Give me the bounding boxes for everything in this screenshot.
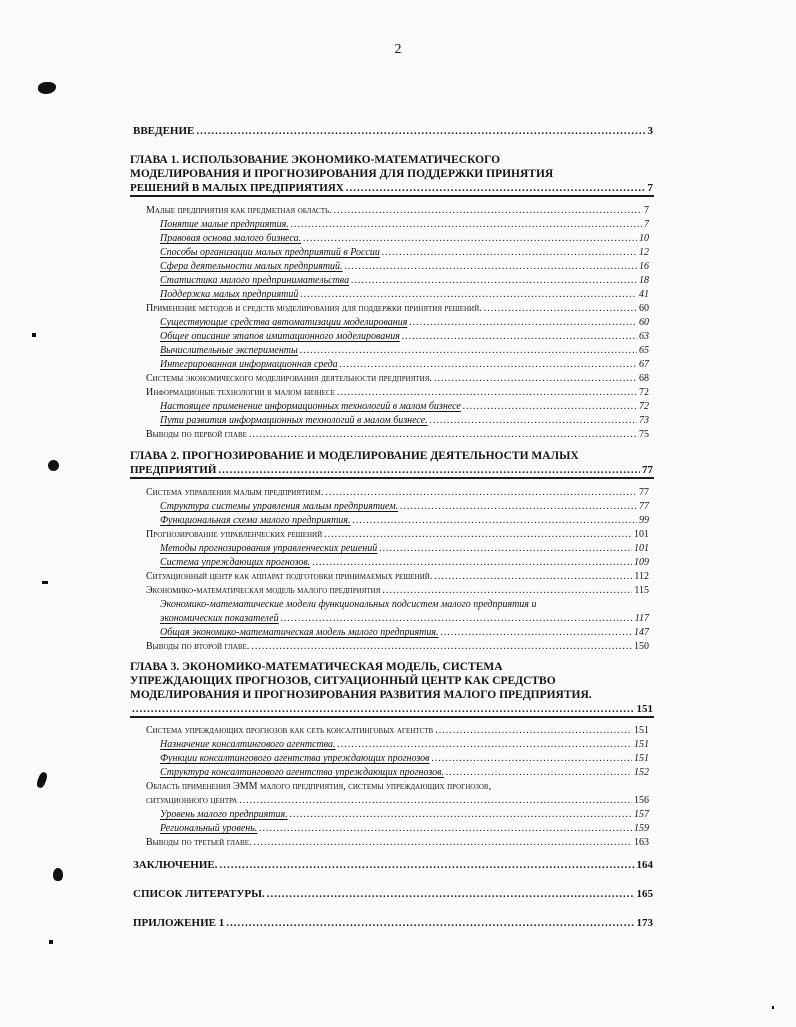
toc-entry[interactable] — [160, 358, 649, 372]
toc-page: 68 — [639, 373, 649, 384]
dot-leader — [338, 738, 632, 752]
toc-entry[interactable] — [160, 246, 649, 260]
chapter-2-heading[interactable] — [130, 449, 579, 463]
toc-page: 173 — [636, 917, 653, 929]
toc-page: 60 — [639, 303, 649, 314]
toc-title: Ситуационный центр как аппарат подготовки принимаемых решений. — [146, 571, 433, 582]
toc-page: 10 — [639, 233, 649, 244]
toc-entry[interactable] — [160, 400, 649, 414]
toc-title: Правовая основа малого бизнеса. — [160, 233, 302, 244]
toc-entry[interactable] — [160, 542, 649, 556]
toc-title: Общее описание этапов имитационного моделирования — [160, 331, 400, 342]
dot-leader — [431, 752, 632, 766]
toc-page: 101 — [634, 529, 649, 540]
toc-page: 72 — [639, 401, 649, 412]
scan-spot — [42, 581, 48, 584]
dot-leader — [382, 584, 632, 598]
toc-title: Интегрированная информационная среда — [160, 359, 338, 370]
scan-spot — [772, 1006, 774, 1009]
toc-title: Способы организации малых предприятий в России — [160, 247, 380, 258]
toc-page: 65 — [639, 345, 649, 356]
toc-page: 151 — [634, 753, 649, 764]
dot-leader — [132, 702, 635, 716]
chapter-1-line: РЕШЕНИЙ В МАЛЫХ ПРЕДПРИЯТИЯХ — [130, 182, 344, 194]
toc-title: Методы прогнозирования управленческих решений — [160, 543, 378, 554]
chapter-3-last-line[interactable] — [130, 702, 653, 716]
toc-title: Вычислительные эксперименты — [160, 345, 298, 356]
toc-entry-first-line[interactable] — [146, 780, 491, 794]
toc-page: 63 — [639, 331, 649, 342]
toc-page: 151 — [636, 703, 653, 715]
toc-title: Назначение консалтингового агентства. — [160, 739, 336, 750]
toc-conclusion[interactable] — [133, 858, 653, 872]
toc-references[interactable] — [133, 887, 653, 901]
chapter-3-line: ГЛАВА 3. ЭКОНОМИКО-МАТЕМАТИЧЕСКАЯ МОДЕЛЬ, СИСТЕМА — [130, 661, 503, 673]
dot-leader — [312, 556, 632, 570]
toc-page: 163 — [634, 837, 649, 848]
toc-entry-first-line[interactable] — [160, 598, 536, 612]
toc-title: ситуационного центра — [146, 795, 238, 806]
dot-leader — [334, 204, 642, 218]
dot-leader — [220, 858, 635, 872]
dot-leader — [441, 626, 632, 640]
toc-page: 150 — [634, 641, 649, 652]
toc-title: Применение методов и средств моделирования для поддержки принятия решений. — [146, 303, 482, 314]
toc-page: 147 — [634, 627, 649, 638]
chapter-underline — [130, 195, 654, 197]
chapter-2-line: ПРЕДПРИЯТИЙ — [130, 464, 217, 476]
dot-leader — [291, 218, 642, 232]
toc-title: Сфера деятельности малых предприятий. — [160, 261, 343, 272]
dot-leader — [324, 528, 632, 542]
dot-leader — [218, 463, 640, 477]
toc-entry[interactable] — [160, 232, 649, 246]
toc-title: Малые предприятия как предметная область. — [146, 205, 332, 216]
toc-entry[interactable] — [146, 640, 649, 654]
toc-title: Системы экономического моделирования деятельности предприятия. — [146, 373, 432, 384]
toc-title: Прогнозирование управленческих решений — [146, 529, 323, 540]
scan-spot — [38, 82, 56, 94]
dot-leader — [290, 808, 632, 822]
dot-leader — [251, 640, 632, 654]
toc-entry[interactable] — [146, 724, 649, 738]
toc-entry[interactable] — [160, 626, 649, 640]
toc-title: Экономико-математические модели функциональных подсистем малого предприятия и — [160, 599, 537, 610]
dot-leader — [351, 274, 637, 288]
toc-page: 3 — [647, 125, 653, 137]
toc-title: Система упреждающих прогнозов. — [160, 557, 311, 568]
toc-entry[interactable] — [146, 584, 649, 598]
toc-entry[interactable] — [160, 344, 649, 358]
scan-spot — [36, 771, 49, 789]
toc-page: 77 — [639, 501, 649, 512]
dot-leader — [300, 288, 637, 302]
toc-page: 67 — [639, 359, 649, 370]
dot-leader — [249, 428, 637, 442]
dot-leader — [325, 486, 637, 500]
chapter-underline — [130, 716, 654, 718]
toc-page: 7 — [644, 205, 649, 216]
dot-leader — [300, 344, 637, 358]
chapter-2-last-line[interactable] — [130, 463, 653, 477]
toc-entry[interactable] — [146, 486, 649, 500]
toc-title: Понятие малые предприятия. — [160, 219, 289, 230]
toc-entry[interactable] — [160, 274, 649, 288]
toc-title: ВВЕДЕНИЕ — [133, 125, 195, 137]
toc-title: Структура консалтингового агентства упреждающих прогнозов. — [160, 767, 444, 778]
toc-entry[interactable] — [160, 766, 649, 780]
toc-page: 7 — [644, 219, 649, 230]
dot-leader — [382, 246, 637, 260]
toc-entry[interactable] — [160, 500, 649, 514]
toc-title: Выводы по первой главе — [146, 429, 247, 440]
toc-title: Функции консалтингового агентства упреждающих прогнозов — [160, 753, 430, 764]
toc-entry[interactable] — [160, 218, 649, 232]
chapter-1-line: ГЛАВА 1. ИСПОЛЬЗОВАНИЕ ЭКОНОМИКО-МАТЕМАТИЧЕСКОГО — [130, 154, 501, 166]
toc-title: ЗАКЛЮЧЕНИЕ. — [133, 859, 218, 871]
toc-title: Существующие средства автоматизации моделирования — [160, 317, 408, 328]
toc-page: 101 — [634, 543, 649, 554]
dot-leader — [281, 612, 633, 626]
toc-title: Выводы по второй главе. — [146, 641, 250, 652]
toc-page: 16 — [639, 261, 649, 272]
toc-page: 156 — [634, 795, 649, 806]
chapter-3-line: УПРЕЖДАЮЩИХ ПРОГНОЗОВ, СИТУАЦИОННЫЙ ЦЕНТР КАК СРЕДСТВО — [130, 675, 556, 687]
toc-entry[interactable] — [146, 528, 649, 542]
toc-entry[interactable] — [160, 514, 649, 528]
toc-page: 157 — [634, 809, 649, 820]
toc-page: 73 — [639, 415, 649, 426]
dot-leader — [340, 358, 637, 372]
toc-page: 18 — [639, 275, 649, 286]
toc-entry[interactable] — [160, 752, 649, 766]
toc-title: Область применения ЭММ малого предприятия, системы упреждающих прогнозов, — [146, 781, 492, 792]
dot-leader — [196, 124, 645, 138]
dot-leader — [239, 794, 632, 808]
scan-spot — [48, 460, 59, 471]
toc-page: 112 — [634, 571, 649, 582]
toc-title: Пути развития информационных технологий в малом бизнесе. — [160, 415, 428, 426]
toc-title: Система управления малым предприятием. — [146, 487, 324, 498]
toc-entry[interactable] — [160, 808, 649, 822]
toc-page: 152 — [634, 767, 649, 778]
dot-leader — [379, 542, 632, 556]
dot-leader — [434, 570, 632, 584]
dot-leader — [484, 302, 637, 316]
toc-page: 7 — [647, 182, 653, 194]
dot-leader — [400, 500, 637, 514]
toc-entry[interactable] — [146, 428, 649, 442]
dot-leader — [346, 181, 646, 195]
toc-entry[interactable] — [160, 330, 649, 344]
chapter-2-line: ГЛАВА 2. ПРОГНОЗИРОВАНИЕ И МОДЕЛИРОВАНИЕ ДЕЯТЕЛЬНОСТИ МАЛЫХ — [130, 450, 579, 462]
dot-leader — [226, 916, 634, 930]
toc-entry[interactable] — [146, 204, 649, 218]
dot-leader — [345, 260, 637, 274]
chapter-3-line: МОДЕЛИРОВАНИЯ И ПРОГНОЗИРОВАНИЯ РАЗВИТИЯ МАЛОГО ПРЕДПРИЯТИЯ. — [130, 689, 592, 701]
dot-leader — [337, 386, 637, 400]
toc-entry[interactable] — [160, 612, 649, 626]
chapter-1-heading[interactable] — [130, 153, 553, 181]
toc-entry[interactable] — [160, 738, 649, 752]
scan-spot — [32, 333, 36, 337]
chapter-underline — [130, 477, 654, 479]
toc-page: 159 — [634, 823, 649, 834]
toc-entry[interactable] — [146, 794, 649, 808]
toc-page: 77 — [639, 487, 649, 498]
toc-appendix[interactable] — [133, 916, 653, 930]
chapter-1-last-line[interactable] — [130, 181, 653, 195]
toc-title: Выводы по третьей главе. — [146, 837, 252, 848]
toc-intro[interactable] — [133, 124, 653, 138]
toc-title: Экономико-математическая модель малого предприятия — [146, 585, 381, 596]
toc-entry[interactable] — [160, 316, 649, 330]
page-number: 2 — [394, 42, 402, 57]
toc-title: Региональный уровень. — [160, 823, 258, 834]
dot-leader — [434, 372, 637, 386]
toc-title: Общая экономико-математическая модель малого предприятия. — [160, 627, 439, 638]
toc-page: 109 — [634, 557, 649, 568]
toc-entry[interactable] — [160, 288, 649, 302]
toc-entry[interactable] — [146, 302, 649, 316]
dot-leader — [435, 724, 632, 738]
toc-page: 117 — [634, 613, 649, 624]
toc-title: Функциональная схема малого предприятия. — [160, 515, 351, 526]
toc-title: Информационые технологии в малом бизнесе — [146, 387, 335, 398]
toc-title: Уровень малого предприятия. — [160, 809, 288, 820]
toc-entry[interactable] — [146, 372, 649, 386]
toc-page: 41 — [639, 289, 649, 300]
toc-title: СПИСОК ЛИТЕРАТУРЫ. — [133, 888, 265, 900]
toc-page: 165 — [636, 888, 653, 900]
toc-entry[interactable] — [160, 260, 649, 274]
toc-page: 151 — [634, 739, 649, 750]
dot-leader — [402, 330, 637, 344]
scan-spot — [53, 868, 63, 881]
toc-page: 115 — [634, 585, 649, 596]
toc-entry[interactable] — [146, 570, 649, 584]
toc-page: 151 — [634, 725, 649, 736]
toc-title: Структура системы управления малым предприятием. — [160, 501, 399, 512]
dot-leader — [409, 316, 637, 330]
toc-title: Статистика малого предпринимательства — [160, 275, 350, 286]
chapter-3-heading[interactable] — [130, 660, 592, 702]
toc-title: Система упреждающих прогнозов как сеть консалтинговых агентств — [146, 725, 434, 736]
scan-spot — [49, 940, 53, 944]
dot-leader — [446, 766, 632, 780]
toc-title: ПРИЛОЖЕНИЕ 1 — [133, 917, 225, 929]
toc-page: 77 — [642, 464, 653, 476]
toc-entry[interactable] — [160, 556, 649, 570]
toc-title: Настоящее применение информационных технологий в малом бизнесе — [160, 401, 461, 412]
toc-page: 99 — [639, 515, 649, 526]
toc-entry[interactable] — [160, 414, 649, 428]
toc-page: 72 — [639, 387, 649, 398]
toc-entry[interactable] — [146, 836, 649, 850]
dot-leader — [303, 232, 637, 246]
dot-leader — [267, 887, 635, 901]
dot-leader — [430, 414, 637, 428]
chapter-1-line: МОДЕЛИРОВАНИЯ И ПРОГНОЗИРОВАНИЯ ДЛЯ ПОДДЕРЖКИ ПРИНЯТИЯ — [130, 168, 554, 180]
toc-title: Поддержка малых предприятий — [160, 289, 299, 300]
toc-page: 60 — [639, 317, 649, 328]
dot-leader — [463, 400, 637, 414]
dot-leader — [253, 836, 632, 850]
toc-title: экономических показателей — [160, 613, 279, 624]
toc-page: 164 — [636, 859, 653, 871]
toc-entry[interactable] — [146, 386, 649, 400]
toc-page: 75 — [639, 429, 649, 440]
dot-leader — [259, 822, 632, 836]
dot-leader — [352, 514, 637, 528]
toc-entry[interactable] — [160, 822, 649, 836]
toc-page: 12 — [639, 247, 649, 258]
